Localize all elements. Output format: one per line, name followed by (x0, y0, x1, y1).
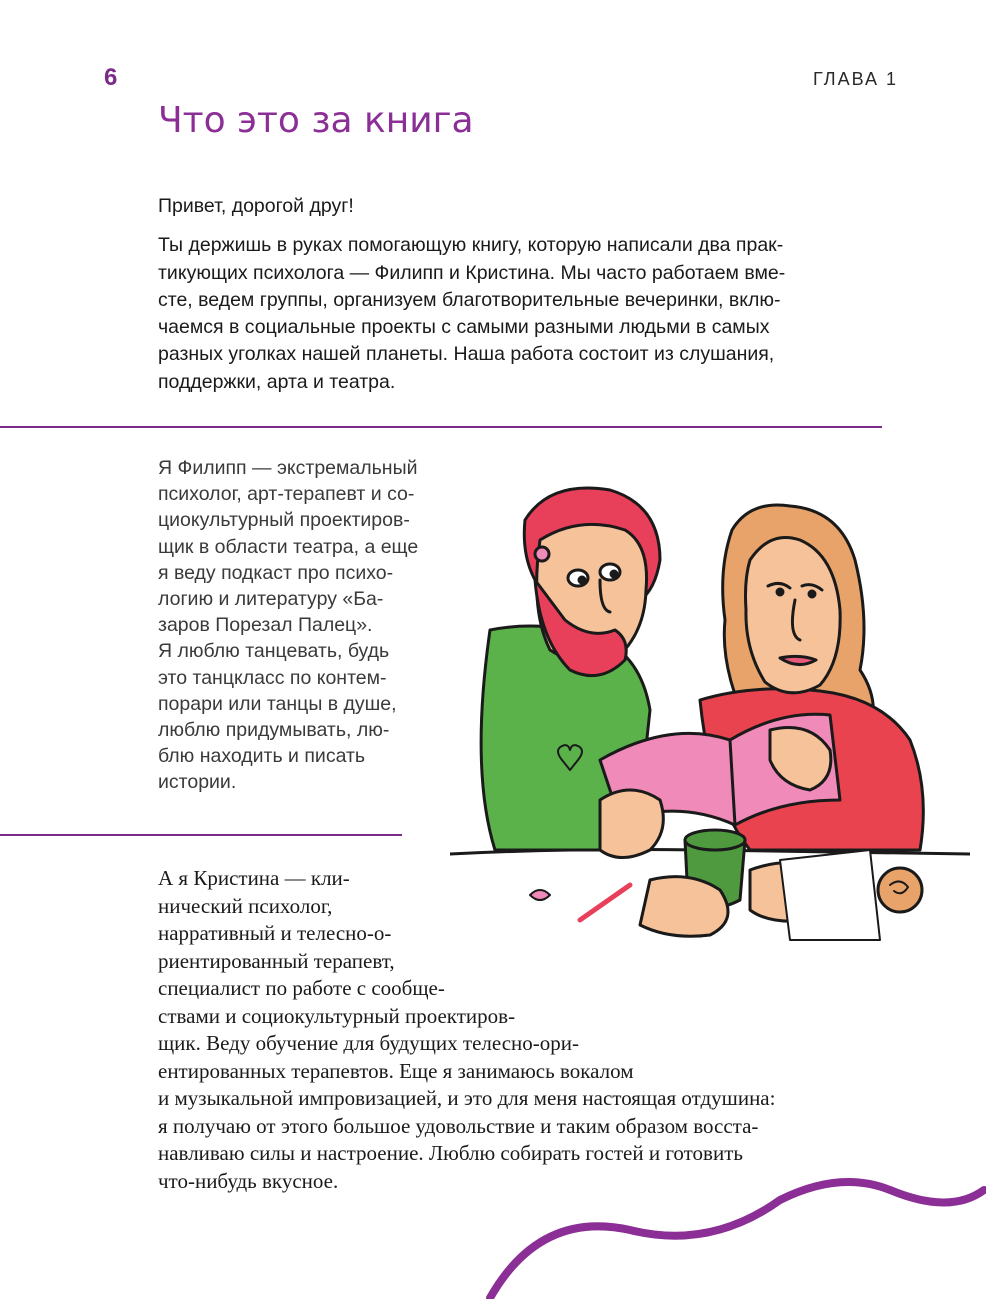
filipp-bio-line: порари или танцы в душе, (158, 692, 397, 715)
section-divider (0, 426, 882, 428)
filipp-bio-line: люблю придумывать, лю- (158, 719, 390, 742)
intro-line: поддержки, арта и театра. (158, 370, 396, 393)
intro-paragraph (158, 232, 898, 396)
intro-line: тикующих психолога — Филипп и Кристина. Мы часто работаем вме- (158, 261, 786, 284)
kristina-bio-line: ентированных терапевтов. Еще я занимаюсь вокалом (158, 1058, 634, 1083)
kristina-bio-line: специалист по работе с сообще- (158, 976, 445, 1000)
kristina-bio-line: и музыкальной импровизацией, и это для меня настоящая отдушина: (158, 1086, 776, 1110)
purple-wave-decoration (480, 1170, 986, 1299)
intro-section (158, 193, 898, 396)
filipp-bio-line: Я люблю танцевать, будь (158, 640, 390, 663)
kristina-bio-line: навливаю силы и настроение. Люблю собирать гостей и готовить (158, 1141, 743, 1165)
filipp-bio-line: психолог, арт-терапевт и со- (158, 483, 415, 506)
kristina-bio-line: нарративный и телесно-о- (158, 921, 392, 945)
filipp-bio-line: истории. (158, 771, 237, 794)
filipp-bio-line: заров Порезал Палец». (158, 614, 373, 637)
filipp-bio-line: это танцкласс по контем- (158, 666, 387, 689)
filipp-bio-line: Я Филипп — экстремальный (158, 457, 418, 479)
intro-line: разных уголках нашей планеты. Наша работа состоит из слушания, (158, 343, 775, 366)
filipp-bio-line: я веду подкаст про психо- (158, 561, 394, 584)
filipp-bio-line: блю находить и писать (158, 745, 366, 768)
kristina-bio-line: нический психолог, (158, 893, 333, 918)
kristina-bio (158, 865, 918, 1195)
filipp-bio-line: циокультурный проектиров- (158, 509, 410, 532)
intro-line: Ты держишь в руках помогающую книгу, которую написали два прак- (158, 234, 784, 257)
kristina-bio-line: ствами и социокультурный проектиров- (158, 1003, 516, 1028)
intro-line: чаемся в социальные проекты с самыми разными людьми в самых (158, 316, 770, 339)
kristina-bio-line: А я Кристина — кли- (158, 866, 350, 890)
section-divider-short (0, 834, 402, 836)
kristina-bio-line: что-нибудь вкусное. (158, 1168, 339, 1193)
filipp-bio-line: логию и литературу «Ба- (158, 588, 384, 611)
kristina-bio-line: я получаю от этого большое удовольствие и таким образом восста- (158, 1113, 759, 1138)
page-number: 6 (104, 64, 118, 91)
kristina-bio-line: щик. Веду обучение для будущих телесно-ори- (158, 1031, 579, 1055)
chapter-label: ГЛАВА 1 (813, 69, 898, 89)
filipp-bio (158, 455, 478, 796)
greeting: Привет, дорогой друг! (158, 195, 354, 217)
filipp-bio-line: щик в области театра, а еще (158, 535, 419, 558)
intro-line: сте, ведем группы, организуем благотворительные вечеринки, вклю- (158, 288, 781, 311)
page-title: Что это за книга (158, 100, 474, 141)
kristina-bio-line: риентированный терапевт, (158, 948, 395, 973)
